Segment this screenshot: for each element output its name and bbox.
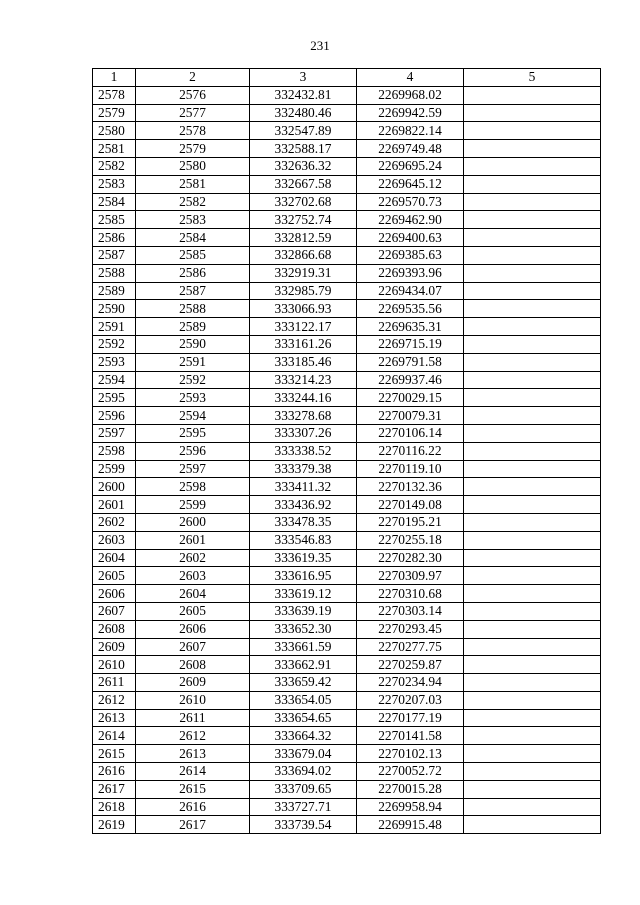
table-cell-col-5 <box>464 318 601 336</box>
table-cell-col-1: 2588 <box>93 264 136 282</box>
table-cell-col-1: 2590 <box>93 300 136 318</box>
table-cell-col-2: 2578 <box>136 122 250 140</box>
table-cell-col-1: 2593 <box>93 353 136 371</box>
table-cell-col-3: 332702.68 <box>250 193 357 211</box>
table-cell-col-2: 2595 <box>136 424 250 442</box>
table-cell-col-2: 2583 <box>136 211 250 229</box>
table-cell-col-4: 2269958.94 <box>357 798 464 816</box>
table-cell-col-3: 333727.71 <box>250 798 357 816</box>
table-cell-col-5 <box>464 442 601 460</box>
table-cell-col-5 <box>464 727 601 745</box>
table-row <box>93 122 601 140</box>
table-cell-col-5 <box>464 335 601 353</box>
table-cell-col-2: 2594 <box>136 407 250 425</box>
table-cell-col-1: 2606 <box>93 585 136 603</box>
table-cell-col-3: 332919.31 <box>250 264 357 282</box>
table-cell-col-1: 2584 <box>93 193 136 211</box>
table-cell-col-4: 2270119.10 <box>357 460 464 478</box>
table-cell-col-5 <box>464 86 601 104</box>
table-cell-col-5 <box>464 709 601 727</box>
table-cell-col-3: 333652.30 <box>250 620 357 638</box>
table-cell-col-1: 2602 <box>93 513 136 531</box>
table-cell-col-4: 2269822.14 <box>357 122 464 140</box>
table-cell-col-3: 333619.35 <box>250 549 357 567</box>
table-cell-col-1: 2582 <box>93 157 136 175</box>
table-cell-col-5 <box>464 656 601 674</box>
table-row <box>93 407 601 425</box>
table-cell-col-2: 2609 <box>136 674 250 692</box>
table-cell-col-3: 333679.04 <box>250 745 357 763</box>
table-cell-col-1: 2608 <box>93 620 136 638</box>
table-cell-col-1: 2581 <box>93 140 136 158</box>
table-row <box>93 300 601 318</box>
table-cell-col-4: 2270106.14 <box>357 424 464 442</box>
table-cell-col-2: 2608 <box>136 656 250 674</box>
table-cell-col-2: 2616 <box>136 798 250 816</box>
table-cell-col-4: 2270255.18 <box>357 531 464 549</box>
table-cell-col-3: 333185.46 <box>250 353 357 371</box>
table-cell-col-2: 2589 <box>136 318 250 336</box>
table-cell-col-3: 332636.32 <box>250 157 357 175</box>
table-cell-col-5 <box>464 211 601 229</box>
table-row <box>93 780 601 798</box>
table-cell-col-5 <box>464 229 601 247</box>
table-cell-col-1: 2583 <box>93 175 136 193</box>
table-cell-col-5 <box>464 638 601 656</box>
table-cell-col-2: 2590 <box>136 335 250 353</box>
table-cell-col-5 <box>464 763 601 781</box>
table-cell-col-3: 332985.79 <box>250 282 357 300</box>
table-cell-col-2: 2606 <box>136 620 250 638</box>
table-row <box>93 371 601 389</box>
table-cell-col-4: 2270234.94 <box>357 674 464 692</box>
table-cell-col-5 <box>464 602 601 620</box>
table-row <box>93 193 601 211</box>
table-cell-col-1: 2609 <box>93 638 136 656</box>
table-cell-col-1: 2615 <box>93 745 136 763</box>
table-cell-col-5 <box>464 798 601 816</box>
table-cell-col-2: 2584 <box>136 229 250 247</box>
table-row <box>93 816 601 834</box>
table-row <box>93 691 601 709</box>
table-cell-col-4: 2269645.12 <box>357 175 464 193</box>
table-row <box>93 389 601 407</box>
table-cell-col-3: 332588.17 <box>250 140 357 158</box>
table-row <box>93 478 601 496</box>
table-row <box>93 264 601 282</box>
table-cell-col-4: 2270282.30 <box>357 549 464 567</box>
table-cell-col-3: 333664.32 <box>250 727 357 745</box>
table-cell-col-3: 333307.26 <box>250 424 357 442</box>
table-cell-col-1: 2601 <box>93 496 136 514</box>
table-cell-col-1: 2604 <box>93 549 136 567</box>
table-cell-col-3: 333411.32 <box>250 478 357 496</box>
table-cell-col-1: 2617 <box>93 780 136 798</box>
table-row <box>93 86 601 104</box>
table-cell-col-3: 333278.68 <box>250 407 357 425</box>
table-cell-col-3: 333478.35 <box>250 513 357 531</box>
table-cell-col-5 <box>464 264 601 282</box>
table-cell-col-4: 2270303.14 <box>357 602 464 620</box>
table-cell-col-4: 2269570.73 <box>357 193 464 211</box>
table-cell-col-4: 2269968.02 <box>357 86 464 104</box>
table-cell-col-2: 2585 <box>136 246 250 264</box>
table-cell-col-2: 2615 <box>136 780 250 798</box>
table-cell-col-2: 2613 <box>136 745 250 763</box>
table-row <box>93 709 601 727</box>
table-cell-col-1: 2612 <box>93 691 136 709</box>
table-cell-col-5 <box>464 567 601 585</box>
table-cell-col-5 <box>464 780 601 798</box>
table-cell-col-1: 2611 <box>93 674 136 692</box>
table-row <box>93 745 601 763</box>
table-cell-col-3: 333709.65 <box>250 780 357 798</box>
table-cell-col-4: 2270177.19 <box>357 709 464 727</box>
page-number: 231 <box>310 38 330 53</box>
table-cell-col-5 <box>464 353 601 371</box>
table-cell-col-3: 333694.02 <box>250 763 357 781</box>
table-cell-col-4: 2269393.96 <box>357 264 464 282</box>
table-cell-col-1: 2599 <box>93 460 136 478</box>
table-cell-col-3: 332480.46 <box>250 104 357 122</box>
table-cell-col-5 <box>464 122 601 140</box>
table-row <box>93 140 601 158</box>
table-cell-col-4: 2269715.19 <box>357 335 464 353</box>
table-cell-col-2: 2604 <box>136 585 250 603</box>
coordinates-table <box>92 68 601 834</box>
table-cell-col-2: 2600 <box>136 513 250 531</box>
column-header-1: 1 <box>93 69 136 87</box>
header-row <box>93 69 601 87</box>
table-cell-col-2: 2581 <box>136 175 250 193</box>
table-cell-col-3: 332866.68 <box>250 246 357 264</box>
table-cell-col-5 <box>464 513 601 531</box>
table-cell-col-1: 2614 <box>93 727 136 745</box>
table-row <box>93 175 601 193</box>
table-cell-col-3: 333654.65 <box>250 709 357 727</box>
table-cell-col-4: 2269695.24 <box>357 157 464 175</box>
table-cell-col-1: 2595 <box>93 389 136 407</box>
table-cell-col-5 <box>464 175 601 193</box>
table-cell-col-4: 2270132.36 <box>357 478 464 496</box>
table-cell-col-4: 2269937.46 <box>357 371 464 389</box>
table-cell-col-2: 2610 <box>136 691 250 709</box>
table-cell-col-3: 333436.92 <box>250 496 357 514</box>
table-cell-col-5 <box>464 674 601 692</box>
table-cell-col-3: 333659.42 <box>250 674 357 692</box>
table-cell-col-1: 2585 <box>93 211 136 229</box>
table-cell-col-2: 2591 <box>136 353 250 371</box>
table-cell-col-5 <box>464 371 601 389</box>
table-row <box>93 638 601 656</box>
table-cell-col-2: 2576 <box>136 86 250 104</box>
table-row <box>93 157 601 175</box>
table-cell-col-1: 2580 <box>93 122 136 140</box>
column-header-3: 3 <box>250 69 357 87</box>
table-row <box>93 246 601 264</box>
table-cell-col-3: 332667.58 <box>250 175 357 193</box>
table-cell-col-2: 2598 <box>136 478 250 496</box>
table-cell-col-4: 2269635.31 <box>357 318 464 336</box>
table-cell-col-1: 2605 <box>93 567 136 585</box>
table-cell-col-1: 2616 <box>93 763 136 781</box>
table-cell-col-2: 2596 <box>136 442 250 460</box>
table-cell-col-1: 2603 <box>93 531 136 549</box>
table-cell-col-4: 2270079.31 <box>357 407 464 425</box>
table-cell-col-2: 2614 <box>136 763 250 781</box>
table-cell-col-3: 332812.59 <box>250 229 357 247</box>
table-cell-col-4: 2270149.08 <box>357 496 464 514</box>
table-row <box>93 620 601 638</box>
table-cell-col-4: 2270207.03 <box>357 691 464 709</box>
table-cell-col-5 <box>464 745 601 763</box>
table-cell-col-2: 2602 <box>136 549 250 567</box>
table-cell-col-2: 2580 <box>136 157 250 175</box>
table-cell-col-4: 2270277.75 <box>357 638 464 656</box>
table-cell-col-2: 2577 <box>136 104 250 122</box>
table-cell-col-4: 2270141.58 <box>357 727 464 745</box>
table-row <box>93 602 601 620</box>
table-cell-col-4: 2270259.87 <box>357 656 464 674</box>
table-cell-col-4: 2270102.13 <box>357 745 464 763</box>
column-header-5: 5 <box>464 69 601 87</box>
table-row <box>93 674 601 692</box>
table-cell-col-2: 2607 <box>136 638 250 656</box>
table-cell-col-2: 2587 <box>136 282 250 300</box>
table-cell-col-5 <box>464 549 601 567</box>
table-cell-col-2: 2593 <box>136 389 250 407</box>
table-cell-col-3: 333546.83 <box>250 531 357 549</box>
table-cell-col-3: 333639.19 <box>250 602 357 620</box>
table-cell-col-4: 2269791.58 <box>357 353 464 371</box>
table-cell-col-5 <box>464 246 601 264</box>
table-row <box>93 496 601 514</box>
table-cell-col-3: 333214.23 <box>250 371 357 389</box>
table-cell-col-2: 2601 <box>136 531 250 549</box>
table-row <box>93 442 601 460</box>
table-row <box>93 282 601 300</box>
table-cell-col-5 <box>464 407 601 425</box>
table-cell-col-2: 2579 <box>136 140 250 158</box>
table-cell-col-2: 2612 <box>136 727 250 745</box>
table-cell-col-4: 2269462.90 <box>357 211 464 229</box>
table-cell-col-3: 333066.93 <box>250 300 357 318</box>
table-cell-col-5 <box>464 300 601 318</box>
table-cell-col-3: 333654.05 <box>250 691 357 709</box>
table-cell-col-1: 2607 <box>93 602 136 620</box>
table-cell-col-4: 2269942.59 <box>357 104 464 122</box>
column-header-4: 4 <box>357 69 464 87</box>
table-row <box>93 763 601 781</box>
table-cell-col-5 <box>464 620 601 638</box>
table-cell-col-1: 2591 <box>93 318 136 336</box>
table-cell-col-1: 2600 <box>93 478 136 496</box>
table-cell-col-5 <box>464 424 601 442</box>
table-cell-col-2: 2599 <box>136 496 250 514</box>
table-cell-col-5 <box>464 157 601 175</box>
table-row <box>93 531 601 549</box>
table-cell-col-3: 332752.74 <box>250 211 357 229</box>
table-row <box>93 318 601 336</box>
table-cell-col-1: 2596 <box>93 407 136 425</box>
table-cell-col-5 <box>464 531 601 549</box>
table-row <box>93 335 601 353</box>
table-cell-col-4: 2269385.63 <box>357 246 464 264</box>
table-row <box>93 727 601 745</box>
table-cell-col-5 <box>464 460 601 478</box>
table-cell-col-4: 2270015.28 <box>357 780 464 798</box>
table-cell-col-5 <box>464 478 601 496</box>
table-row <box>93 656 601 674</box>
table-cell-col-1: 2598 <box>93 442 136 460</box>
table-cell-col-4: 2269535.56 <box>357 300 464 318</box>
table-row <box>93 798 601 816</box>
table-cell-col-1: 2587 <box>93 246 136 264</box>
table-row <box>93 211 601 229</box>
table-cell-col-2: 2586 <box>136 264 250 282</box>
table-cell-col-5 <box>464 282 601 300</box>
table-cell-col-4: 2270195.21 <box>357 513 464 531</box>
table-row <box>93 424 601 442</box>
table-cell-col-4: 2270116.22 <box>357 442 464 460</box>
table-cell-col-4: 2270052.72 <box>357 763 464 781</box>
table-row <box>93 353 601 371</box>
table-cell-col-5 <box>464 691 601 709</box>
table-cell-col-3: 333161.26 <box>250 335 357 353</box>
table-cell-col-4: 2270309.97 <box>357 567 464 585</box>
table-cell-col-1: 2579 <box>93 104 136 122</box>
table-cell-col-2: 2597 <box>136 460 250 478</box>
table-cell-col-2: 2611 <box>136 709 250 727</box>
table-cell-col-5 <box>464 816 601 834</box>
table-cell-col-2: 2592 <box>136 371 250 389</box>
table-cell-col-3: 333379.38 <box>250 460 357 478</box>
table-cell-col-2: 2603 <box>136 567 250 585</box>
table-cell-col-1: 2597 <box>93 424 136 442</box>
table-row <box>93 229 601 247</box>
table-cell-col-1: 2618 <box>93 798 136 816</box>
table-cell-col-5 <box>464 104 601 122</box>
table-cell-col-3: 332547.89 <box>250 122 357 140</box>
table-cell-col-2: 2588 <box>136 300 250 318</box>
table-cell-col-4: 2269434.07 <box>357 282 464 300</box>
table-row <box>93 549 601 567</box>
table-cell-col-3: 333122.17 <box>250 318 357 336</box>
table-cell-col-5 <box>464 140 601 158</box>
table-cell-col-3: 332432.81 <box>250 86 357 104</box>
table-cell-col-1: 2589 <box>93 282 136 300</box>
table-cell-col-5 <box>464 585 601 603</box>
table-cell-col-4: 2269400.63 <box>357 229 464 247</box>
table-cell-col-3: 333619.12 <box>250 585 357 603</box>
table-cell-col-5 <box>464 193 601 211</box>
table-cell-col-3: 333338.52 <box>250 442 357 460</box>
table-body <box>93 86 601 833</box>
table-cell-col-1: 2619 <box>93 816 136 834</box>
table-cell-col-2: 2582 <box>136 193 250 211</box>
table-cell-col-1: 2613 <box>93 709 136 727</box>
table-cell-col-4: 2269749.48 <box>357 140 464 158</box>
table-cell-col-2: 2617 <box>136 816 250 834</box>
table-cell-col-1: 2578 <box>93 86 136 104</box>
table-cell-col-1: 2586 <box>93 229 136 247</box>
table-header <box>93 69 601 87</box>
table-cell-col-4: 2269915.48 <box>357 816 464 834</box>
table-cell-col-5 <box>464 496 601 514</box>
table-row <box>93 585 601 603</box>
table-cell-col-1: 2594 <box>93 371 136 389</box>
column-header-2: 2 <box>136 69 250 87</box>
table-cell-col-3: 333244.16 <box>250 389 357 407</box>
table-cell-col-1: 2610 <box>93 656 136 674</box>
table-row <box>93 460 601 478</box>
table-row <box>93 104 601 122</box>
table-cell-col-3: 333616.95 <box>250 567 357 585</box>
table-cell-col-4: 2270293.45 <box>357 620 464 638</box>
table-row <box>93 513 601 531</box>
table-cell-col-2: 2605 <box>136 602 250 620</box>
table-cell-col-4: 2270029.15 <box>357 389 464 407</box>
table-cell-col-1: 2592 <box>93 335 136 353</box>
table-row <box>93 567 601 585</box>
table-cell-col-3: 333661.59 <box>250 638 357 656</box>
table-cell-col-3: 333662.91 <box>250 656 357 674</box>
table-cell-col-3: 333739.54 <box>250 816 357 834</box>
table-cell-col-5 <box>464 389 601 407</box>
table-cell-col-4: 2270310.68 <box>357 585 464 603</box>
